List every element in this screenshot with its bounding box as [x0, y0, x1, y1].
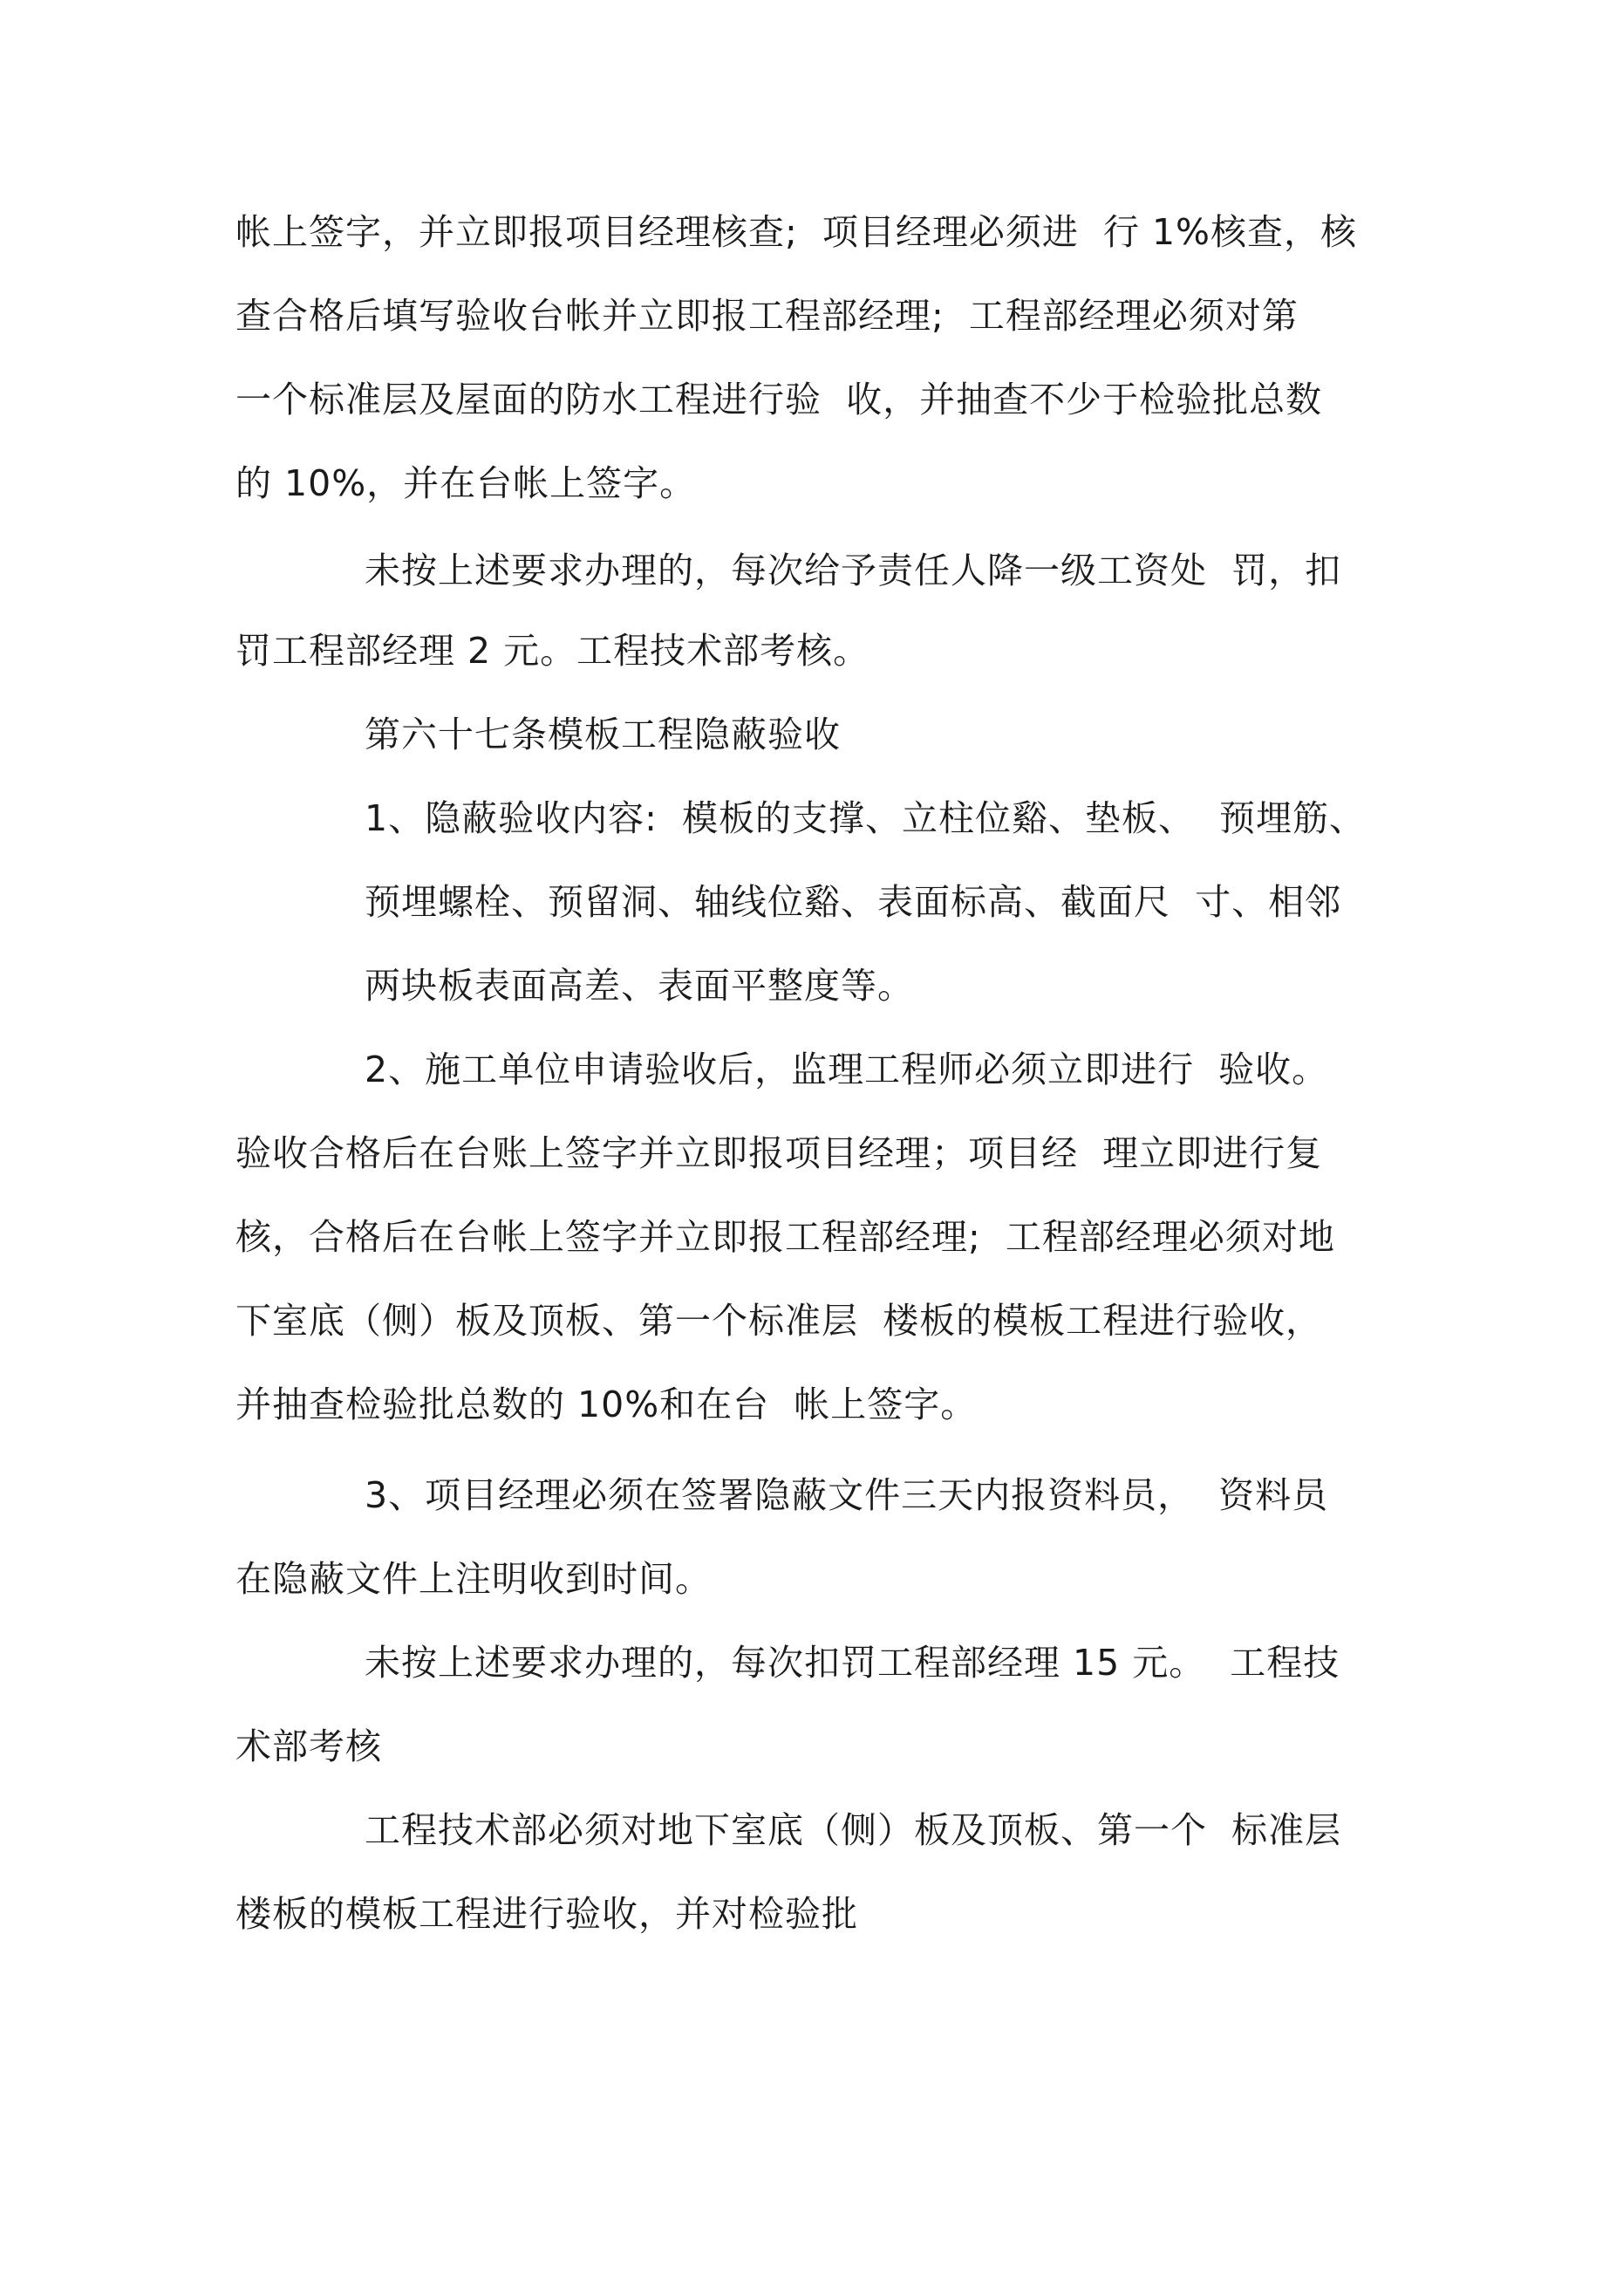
text-line: 验收合格后在台账上签字并立即报项目经理；项目经 理立即进行复	[235, 1132, 1323, 1174]
text-line: 两块板表面高差、表面平整度等。	[365, 965, 914, 1007]
text-line: 预埋螺栓、预留洞、轴线位谿、表面标高、截面尺 寸、相邻	[365, 881, 1342, 923]
text-line: 未按上述要求办理的，每次扣罚工程部经理 15 元。 工程技	[365, 1642, 1340, 1684]
text-line: 在隐蔽文件上注明收到时间。	[235, 1558, 712, 1600]
text-line: 帐上签字，并立即报项目经理核查; 项目经理必须进 行 1%核查，核	[235, 211, 1358, 253]
text-line: 罚工程部经理 2 元。工程技术部考核。	[235, 630, 870, 672]
text-line: 下室底（侧）板及顶板、第一个标准层 楼板的模板工程进行验收，	[235, 1300, 1323, 1342]
text-line: 的 10%，并在台帐上签字。	[235, 462, 697, 504]
text-line: 楼板的模板工程进行验收，并对检验批	[235, 1893, 858, 1935]
section-heading: 第六十七条模板工程隐蔽验收	[365, 714, 841, 755]
text-line: 术部考核	[235, 1725, 382, 1767]
text-line: 工程技术部必须对地下室底（侧）板及顶板、第一个 标准层	[365, 1809, 1342, 1851]
text-line: 查合格后填写验收台帐并立即报工程部经理; 工程部经理必须对第	[235, 295, 1299, 337]
text-line: 一个标准层及屋面的防水工程进行验 收，并抽查不少于检验批总数	[235, 379, 1323, 420]
text-line: 3、项目经理必须在签署隐蔽文件三天内报资料员， 资料员	[365, 1474, 1329, 1516]
text-line: 未按上述要求办理的，每次给予责任人降一级工资处 罚，扣	[365, 550, 1342, 591]
text-line: 核，合格后在台帐上签字并立即报工程部经理; 工程部经理必须对地	[235, 1216, 1335, 1258]
text-line: 2、施工单位申请验收后，监理工程师必须立即进行 验收。	[365, 1049, 1329, 1090]
text-line: 1、隐蔽验收内容: 模板的支撑、立柱位谿、垫板、 预埋筋、	[365, 797, 1367, 839]
text-line: 并抽查检验批总数的 10%和在台 帐上签字。	[235, 1384, 978, 1425]
